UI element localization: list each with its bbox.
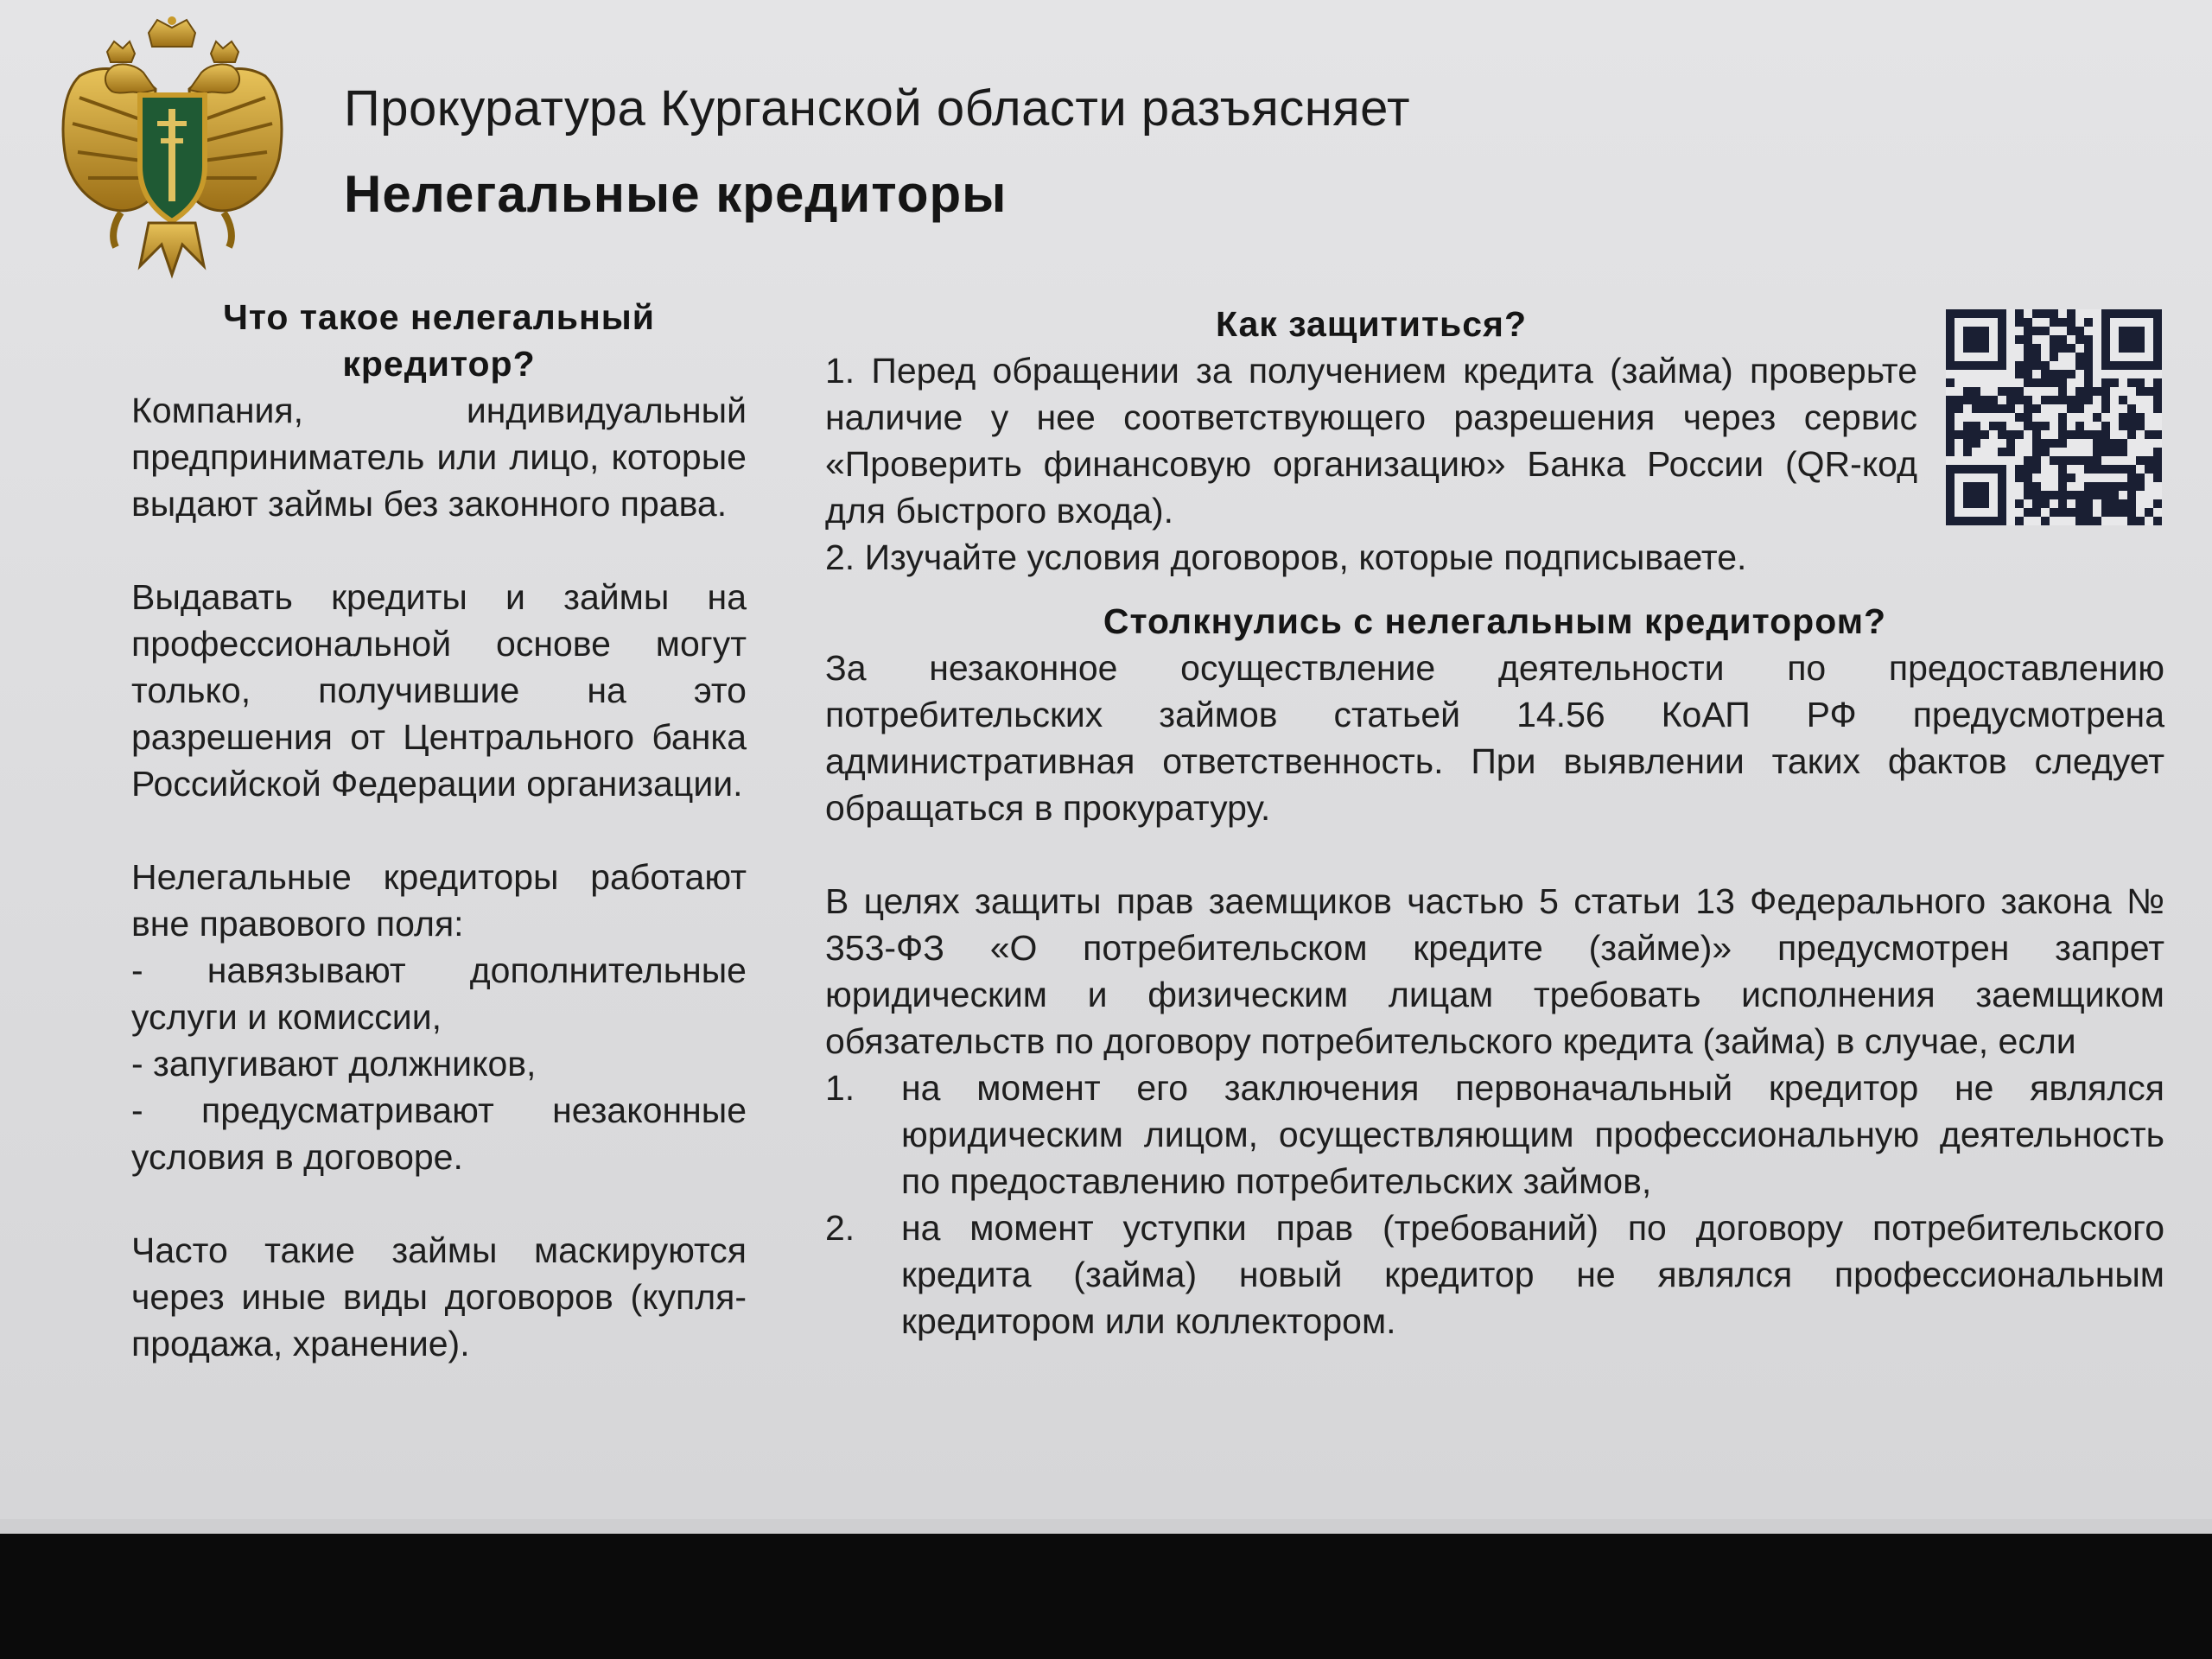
page-edge: [0, 1519, 2212, 1534]
list-item: - предусматривают незаконные условия в договоре.: [131, 1090, 747, 1177]
monitor-bezel: [0, 1534, 2212, 1659]
list-number: 1.: [825, 1068, 855, 1108]
list-text: на момент его заключения первоначальный кредитор не являлся юридическим лицом, осуществляющим профессиональную деятельность по предоставлению потребительских займов,: [901, 1068, 2164, 1201]
qr-code-icon[interactable]: [1943, 309, 2164, 525]
protect-step: 1. Перед обращении за получением кредита (займа) проверьте наличие у нее соответствующего разрешения через сервис «Проверить финансовую организацию» Банка России (QR-код для быстрого входа).: [825, 351, 1917, 531]
outside-law-intro: Нелегальные кредиторы работают вне правового поля:: [131, 857, 747, 944]
list-item: [825, 1065, 2164, 1205]
disguise-paragraph: Часто такие займы маскируются через иные виды договоров (купля-продажа, хранение).: [131, 1230, 747, 1363]
list-item: - навязывают дополнительные услуги и комиссии,: [131, 950, 747, 1037]
list-text: на момент уступки прав (требований) по договору потребительского кредита (займа) новый кредитор не являлся профессиональным кредитором или коллектором.: [901, 1208, 2164, 1341]
left-column: [131, 294, 747, 1367]
section-heading-encounter: Столкнулись с нелегальным кредитором?: [1103, 601, 1887, 641]
list-item: - запугивают должников,: [131, 1044, 537, 1084]
section-heading-protect: Как защититься?: [1215, 304, 1528, 344]
law-intro-paragraph: В целях защиты прав заемщиков частью 5 статьи 13 Федерального закона № 353-ФЗ «О потребительском кредите (займе)» предусмотрен запрет юридическим и физическим лицам требовать исполнения заемщиком обязательств по договору потребительского кредита (займа) в случае, если: [825, 881, 2164, 1061]
prosecutor-emblem-icon: [54, 16, 291, 279]
section-heading-what-is: Что такое нелегальный кредитор?: [223, 297, 655, 384]
list-number: 2.: [825, 1208, 855, 1248]
right-column: [825, 301, 2164, 1344]
licensing-paragraph: Выдавать кредиты и займы на профессиональной основе могут только, получившие на это разрешения от Центрального банка Российской Федерации организации.: [131, 577, 747, 804]
page-title: Нелегальные кредиторы: [344, 165, 1007, 223]
organization-name: Прокуратура Курганской области разъясняет: [344, 80, 1411, 137]
encounter-paragraph: За незаконное осуществление деятельности по предоставлению потребительских займов статьей 14.56 КоАП РФ предусмотрена административная ответственность. При выявлении таких фактов следует обращаться в прокуратуру.: [825, 648, 2164, 828]
definition-paragraph: Компания, индивидуальный предприниматель или лицо, которые выдают займы без законного права.: [131, 391, 747, 524]
list-item: [825, 1205, 2164, 1344]
protect-step: 2. Изучайте условия договоров, которые подписываете.: [825, 537, 1747, 577]
